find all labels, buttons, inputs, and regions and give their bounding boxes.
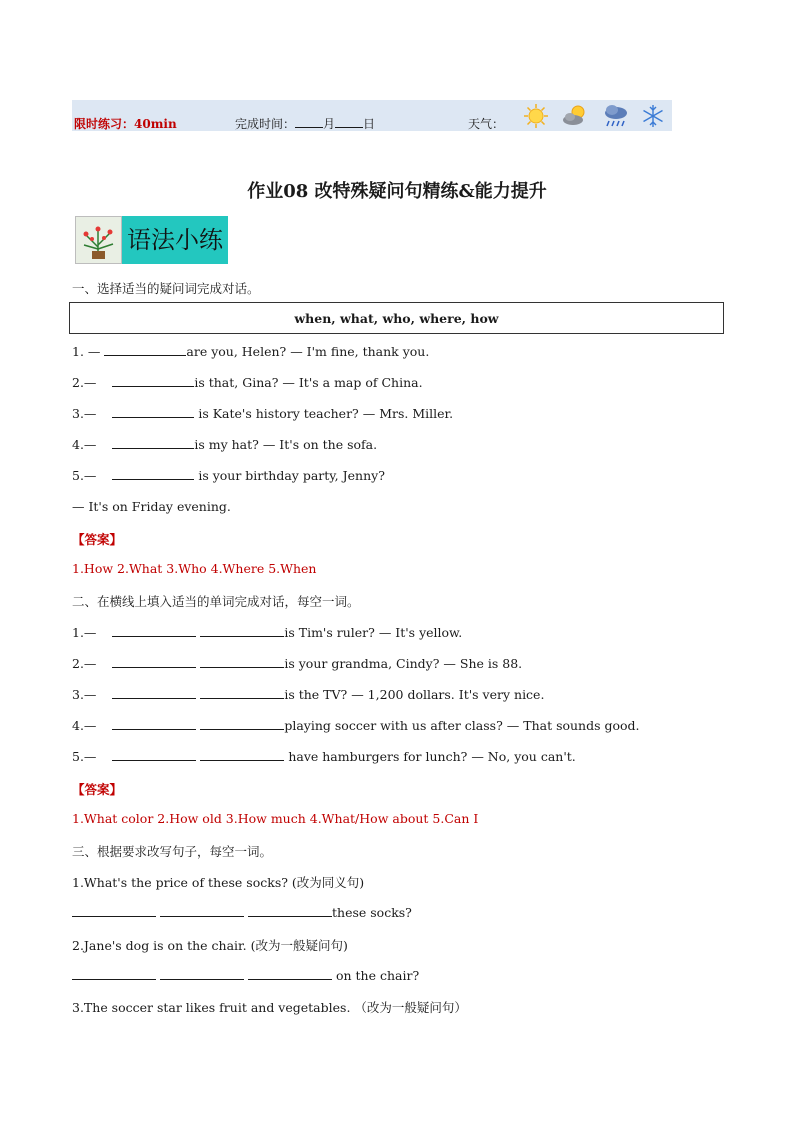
answer-blank[interactable] [160,967,244,980]
partly-cloudy-icon[interactable] [561,102,589,130]
practice-header-bar [72,100,672,131]
section-banner [75,216,228,264]
banner-label: 语法小练 [122,216,228,264]
answer-tag: 【答案】 [72,782,123,797]
s1-question-5: 5.— is your birthday party, Jenny? [72,468,385,483]
word-bank-box: when, what, who, where, how [69,302,724,334]
answer-blank[interactable] [112,624,196,637]
s2-question-3: 3.— is the TV? — 1,200 dollars. It's very nice. [72,687,545,702]
section2-heading: 二、在横线上填入适当的单词完成对话，每空一词。 [72,594,360,609]
s1-question-3: 3.— is Kate's history teacher? — Mrs. Miller. [72,406,454,421]
s3-answer-line-2: on the chair? [72,967,419,983]
answer-blank[interactable] [112,686,196,699]
s3-question-1: 1.What's the price of these socks? (改为同义句) [72,875,365,890]
answer-blank[interactable] [248,904,332,917]
answer-blank[interactable] [112,374,194,387]
answer-blank[interactable] [112,405,194,418]
s3-answer-line-1: these socks? [72,904,412,920]
s2-question-1: 1.— is Tim's ruler? — It's yellow. [72,625,463,640]
snowflake-icon[interactable] [639,102,667,130]
answer-blank[interactable] [200,717,284,730]
answer-blank[interactable] [200,624,284,637]
answer-tag: 【答案】 [72,532,123,547]
answer-blank[interactable] [72,904,156,917]
answer-blank[interactable] [160,904,244,917]
answer-blank[interactable] [112,748,196,761]
answer-blank[interactable] [112,655,196,668]
section3-heading: 三、根据要求改写句子，每空一词。 [72,844,273,859]
s3-question-2: 2.Jane's dog is on the chair. (改为一般疑问句) [72,938,348,953]
s2-answer: 1.What color 2.How old 3.How much 4.What/How about 5.Can I [72,811,479,826]
day-blank[interactable] [335,116,363,128]
answer-blank[interactable] [200,748,284,761]
page-title: 作业08 改特殊疑问句精练&能力提升 [247,181,547,202]
answer-blank[interactable] [200,686,284,699]
s2-question-2: 2.— is your grandma, Cindy? — She is 88. [72,656,523,671]
s1-answer: 1.How 2.What 3.Who 4.Where 5.When [72,561,317,576]
s1-question-2: 2.— is that, Gina? — It's a map of China. [72,375,423,390]
completion-time: 完成时间： 月 日 [235,117,376,131]
plant-decoration-icon [75,216,122,264]
answer-blank[interactable] [104,343,186,356]
s1-extra-line: — It's on Friday evening. [72,499,231,514]
weather-label: 天气： [468,117,505,131]
answer-blank[interactable] [200,655,284,668]
s2-question-4: 4.— playing soccer with us after class? — That sounds good. [72,718,640,733]
answer-blank[interactable] [248,967,332,980]
s1-question-1: 1. — are you, Helen? — I'm fine, thank you. [72,344,430,359]
answer-blank[interactable] [72,967,156,980]
section1-heading: 一、选择适当的疑问词完成对话。 [72,281,260,296]
answer-blank[interactable] [112,436,194,449]
time-limit-label: 限时练习：40min [74,117,177,131]
s3-question-3: 3.The soccer star likes fruit and vegetables. （改为一般疑问句） [72,1000,467,1015]
month-blank[interactable] [295,116,323,128]
s2-question-5: 5.— have hamburgers for lunch? — No, you can't. [72,749,576,764]
answer-blank[interactable] [112,717,196,730]
s1-question-4: 4.— is my hat? — It's on the sofa. [72,437,378,452]
answer-blank[interactable] [112,467,194,480]
rain-icon[interactable] [602,102,630,130]
sun-icon[interactable] [522,102,550,130]
